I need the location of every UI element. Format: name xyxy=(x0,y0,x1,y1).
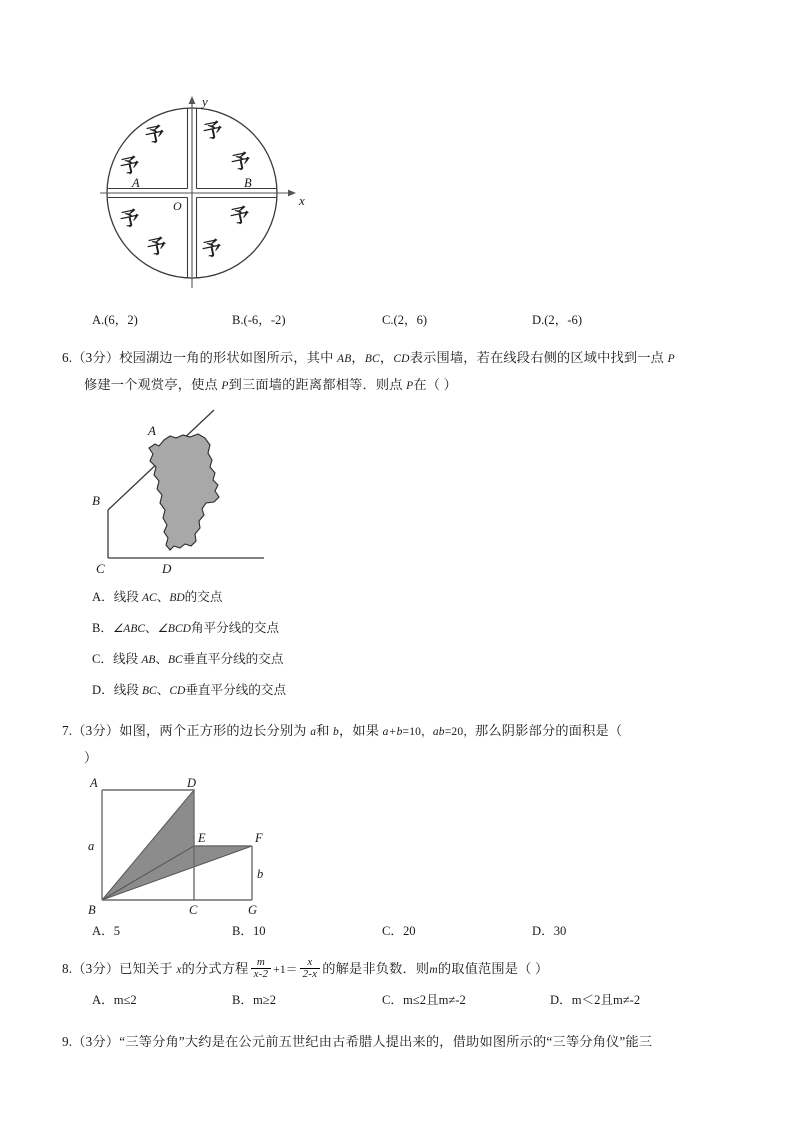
q5-option-c[interactable]: C.(2，6) xyxy=(382,313,428,327)
q6-option-a[interactable] xyxy=(92,582,742,613)
q5-options-row xyxy=(62,309,742,331)
q9-number: 9. xyxy=(62,1034,73,1049)
label-d: D xyxy=(187,778,197,790)
q7-stem-line1 xyxy=(62,718,742,745)
q6-opt-b-it1: ∠ABC xyxy=(113,623,146,635)
q6-opt-b-prefix: B． xyxy=(92,621,113,635)
q7-text-post: 那么阴影部分的面积是（ xyxy=(475,723,623,738)
q8-frac1-denominator: x-2 xyxy=(251,968,272,981)
q8-var-x: x xyxy=(176,964,182,976)
q8-options-row xyxy=(62,989,742,1011)
q7-option-b[interactable]: B．10 xyxy=(232,924,266,938)
q6-l2-p2: P xyxy=(406,380,414,392)
q6-opt-b-it2: ∠BCD xyxy=(157,623,191,635)
label-d: D xyxy=(162,561,172,576)
lake-shaded-region xyxy=(149,434,219,550)
q6-option-b[interactable] xyxy=(92,613,742,644)
q7-text-and: 和 xyxy=(316,723,334,738)
q6-opt-a-suffix: 的交点 xyxy=(184,590,223,604)
q7-eq1v: =10， xyxy=(402,726,433,738)
q6-opt-d-it2: CD xyxy=(169,685,186,697)
character-glyph: 予 xyxy=(229,149,253,175)
q6-opt-a-it1: AC xyxy=(142,592,157,604)
q6-opt-c-prefix: C．线段 xyxy=(92,652,142,666)
y-axis-label: y xyxy=(202,94,208,109)
q8-option-a[interactable]: A．m≤2 xyxy=(92,993,137,1007)
label-a: A xyxy=(148,423,156,438)
q8-plus-one: +1＝ xyxy=(273,964,298,976)
character-glyph: 予 xyxy=(228,203,252,229)
q6-number: 6. xyxy=(62,350,73,365)
q5-option-d[interactable]: D.(2，-6) xyxy=(532,313,583,327)
q9-stem xyxy=(62,1029,742,1054)
q8-number: 8. xyxy=(62,961,73,976)
q8-fraction-1 xyxy=(251,957,272,982)
q7-var-a: a xyxy=(310,726,317,738)
q6-opt-d-prefix: D．线段 xyxy=(92,683,143,697)
q6-text-post: 表示围墙，若在线段右侧的区域中找到一点 xyxy=(409,350,668,365)
character-glyph-group xyxy=(118,118,252,261)
q8-frac2-numerator: x xyxy=(307,955,313,968)
q6-label-bc: BC xyxy=(364,353,380,365)
q8-var-m: m xyxy=(429,964,438,976)
y-axis-arrow-icon xyxy=(189,96,196,104)
character-glyph: 予 xyxy=(201,118,225,144)
q5-option-b[interactable]: B.(-6，-2) xyxy=(232,313,286,327)
q6-label-ab: AB xyxy=(336,353,352,365)
squares-diagram-svg xyxy=(82,778,302,918)
lake-diagram-svg xyxy=(86,405,276,580)
q6-sep2: ， xyxy=(379,350,394,365)
q6-l2-mid: 到三面墙的距离都相等．则点 xyxy=(228,377,407,392)
coordinate-circle-svg xyxy=(92,90,332,305)
label-c: C xyxy=(189,903,198,917)
side-label-a: a xyxy=(88,839,95,853)
q9-score: （3分） xyxy=(72,1034,120,1049)
q6-opt-a-prefix: A．线段 xyxy=(92,590,143,604)
q8-text-end: 的取值范围是（ ） xyxy=(437,961,549,976)
q6-label-p: P xyxy=(667,353,675,365)
label-b: B xyxy=(88,903,96,917)
q6-opt-a-it2: BD xyxy=(169,592,185,604)
q6-option-d[interactable] xyxy=(92,675,742,706)
q8-frac1-numerator: m xyxy=(256,955,265,968)
q7-options-row xyxy=(62,920,742,942)
q6-sep1: ， xyxy=(351,350,365,365)
q6-score: （3分） xyxy=(72,350,120,365)
point-b-label: B xyxy=(244,176,252,190)
label-e: E xyxy=(198,831,206,845)
page-content xyxy=(62,90,742,1054)
q7-option-c[interactable]: C．20 xyxy=(382,924,416,938)
q6-opt-c-suffix: 垂直平分线的交点 xyxy=(182,652,284,666)
character-glyph: 予 xyxy=(145,234,169,260)
q6-opt-c-it2: BC xyxy=(168,654,183,666)
q7-stem-line2: ） xyxy=(84,750,98,765)
q6-option-c[interactable] xyxy=(92,644,742,675)
q7-var-b: b xyxy=(333,726,339,738)
q7-text-pre: 如图，两个正方形的边长分别为 xyxy=(119,723,311,738)
character-glyph: 予 xyxy=(143,122,167,148)
q7-number: 7. xyxy=(62,723,73,738)
q6-opt-d-suffix: 垂直平分线的交点 xyxy=(185,683,287,697)
point-a-label: A xyxy=(132,176,140,190)
q8-frac2-denominator: 2-x xyxy=(300,968,321,981)
label-f: F xyxy=(255,831,263,845)
q6-lake-figure xyxy=(86,405,276,580)
q6-stem-line1 xyxy=(62,345,742,372)
q9-text: “三等分角”大约是在公元前五世纪由古希腊人提出来的，借助如图所示的“三等分角仪”能三 xyxy=(119,1034,653,1049)
side-label-b: b xyxy=(257,867,264,881)
q7-eq1: a+b xyxy=(382,726,403,738)
q6-opt-c-mid: 、 xyxy=(155,652,168,666)
q6-opt-d-it1: BC xyxy=(142,685,157,697)
q6-label-cd: CD xyxy=(393,353,410,365)
q6-text-pre: 校园湖边一角的形状如图所示，其中 xyxy=(119,350,337,365)
q5-coordinate-circle-figure xyxy=(92,90,332,305)
q6-opt-c-it1: AB xyxy=(141,654,156,666)
q6-l2-pre: 修建一个观赏亭，使点 xyxy=(84,377,222,392)
x-axis-arrow-icon xyxy=(288,190,296,197)
q6-options-list xyxy=(62,582,742,706)
q8-option-d[interactable]: D．m＜2且m≠-2 xyxy=(550,993,641,1007)
q6-opt-d-mid: 、 xyxy=(156,683,170,697)
origin-label: O xyxy=(173,199,182,213)
q6-l2-p1: P xyxy=(221,380,229,392)
q8-score: （3分） xyxy=(72,961,120,976)
q8-option-c[interactable]: C．m≤2且m≠-2 xyxy=(382,993,466,1007)
label-c: C xyxy=(96,561,105,576)
q6-opt-b-mid: 、 xyxy=(145,621,158,635)
character-glyph: 予 xyxy=(200,236,224,262)
q7-text-mid: ，如果 xyxy=(338,723,383,738)
character-glyph: 予 xyxy=(118,153,142,179)
q8-text-post: 的解是非负数．则 xyxy=(322,961,430,976)
x-axis-label: x xyxy=(299,193,305,208)
label-a: A xyxy=(90,778,98,790)
q8-option-b[interactable]: B．m≥2 xyxy=(232,993,276,1007)
label-g: G xyxy=(248,903,258,917)
q6-opt-b-suffix: 角平分线的交点 xyxy=(190,621,280,635)
q5-option-a[interactable]: A.(6，2) xyxy=(92,313,138,327)
label-b: B xyxy=(92,493,100,508)
q8-fraction-2 xyxy=(300,957,321,982)
q7-squares-figure xyxy=(82,778,302,918)
q8-text-pre: 已知关于 xyxy=(119,961,177,976)
q7-eq2: ab xyxy=(432,726,445,738)
character-glyph: 予 xyxy=(118,206,142,232)
q7-option-d[interactable]: D．30 xyxy=(532,924,567,938)
q8-stem xyxy=(62,956,742,983)
q6-l2-post: 在（ ） xyxy=(413,377,458,392)
q7-score: （3分） xyxy=(72,723,120,738)
q7-eq2v: =20， xyxy=(444,726,476,738)
q7-option-a[interactable]: A．5 xyxy=(92,924,120,938)
q6-opt-a-mid: 、 xyxy=(156,590,170,604)
q8-text-mid: 的分式方程 xyxy=(181,961,249,976)
q6-stem-line2 xyxy=(62,372,742,399)
